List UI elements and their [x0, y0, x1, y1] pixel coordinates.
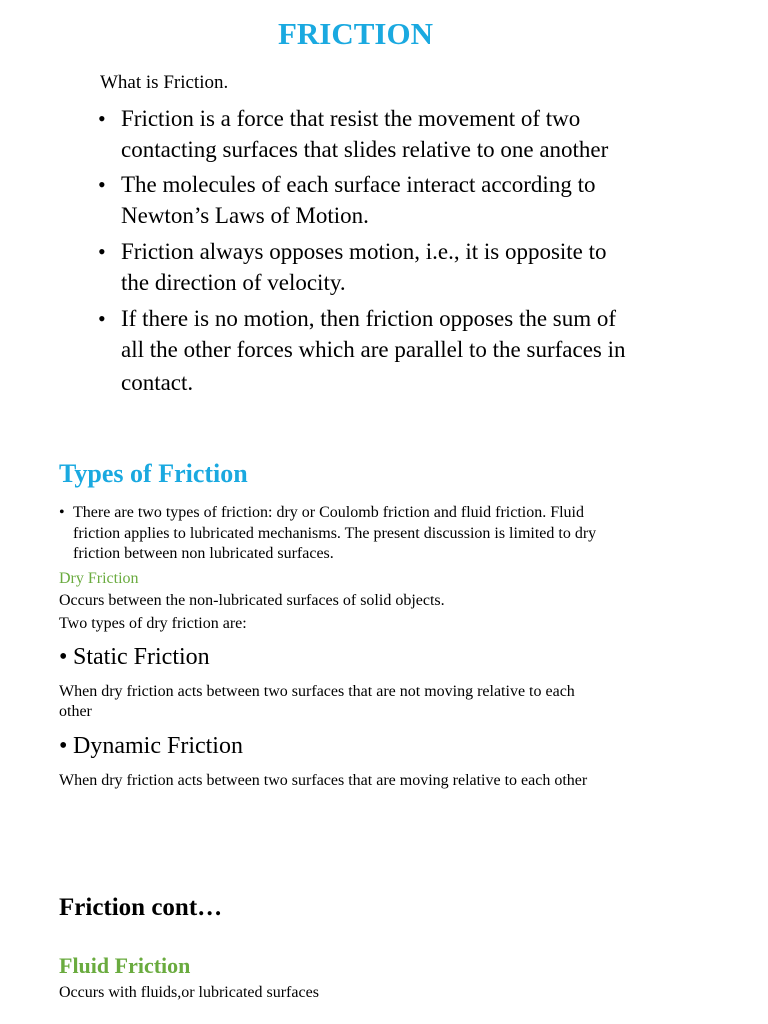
bullet-line: the direction of velocity. — [121, 269, 346, 295]
page-title: FRICTION — [277, 16, 433, 51]
bullet-line: Friction is a force that resist the movement of two — [121, 106, 581, 131]
bullet-line: friction applies to lubricated mechanisms. The present discussion is limited to dry — [73, 524, 597, 542]
section-heading-types: Types of Friction — [59, 459, 248, 488]
bullet-marker: • — [98, 106, 106, 131]
dynamic-friction-description: When dry friction acts between two surfaces that are moving relative to each other — [59, 772, 588, 789]
bullet-marker: • — [98, 306, 106, 331]
bullet-line: If there is no motion, then friction opposes the sum of — [121, 306, 617, 331]
fluid-friction-heading: Fluid Friction — [59, 953, 191, 978]
bullet-line: contacting surfaces that slides relative to one another — [121, 136, 609, 162]
fluid-friction-description: Occurs with fluids,or lubricated surfaces — [59, 984, 319, 1001]
dry-types-intro: Two types of dry friction are: — [59, 615, 247, 632]
section-heading-cont: Friction cont… — [59, 894, 223, 921]
static-friction-title: Static Friction — [73, 644, 210, 670]
bullet-line: contact. — [121, 370, 194, 395]
bullet-line: Friction always opposes motion, i.e., it is opposite to — [121, 239, 607, 264]
bullet-line: Newton’s Laws of Motion. — [121, 202, 369, 228]
bullet-marker: • — [59, 504, 65, 521]
dry-friction-heading: Dry Friction — [59, 570, 139, 587]
intro-question: What is Friction. — [100, 72, 229, 93]
dry-friction-description: Occurs between the non-lubricated surfaces of solid objects. — [59, 592, 445, 609]
dynamic-friction-title: Dynamic Friction — [73, 733, 243, 759]
static-friction-line-1: When dry friction acts between two surfaces that are not moving relative to each — [59, 683, 575, 700]
bullet-line: There are two types of friction: dry or Coulomb friction and fluid friction. Fluid — [73, 504, 584, 521]
static-friction-line-2: other — [59, 703, 92, 720]
bullet-marker: • — [98, 172, 106, 197]
bullet-marker: • — [59, 644, 68, 670]
bullet-line: friction between non lubricated surfaces. — [73, 545, 334, 562]
bullet-marker: • — [59, 733, 68, 759]
bullet-line: The molecules of each surface interact according to — [121, 172, 596, 197]
bullet-line: all the other forces which are parallel to the surfaces in — [121, 336, 626, 362]
bullet-marker: • — [98, 239, 106, 264]
